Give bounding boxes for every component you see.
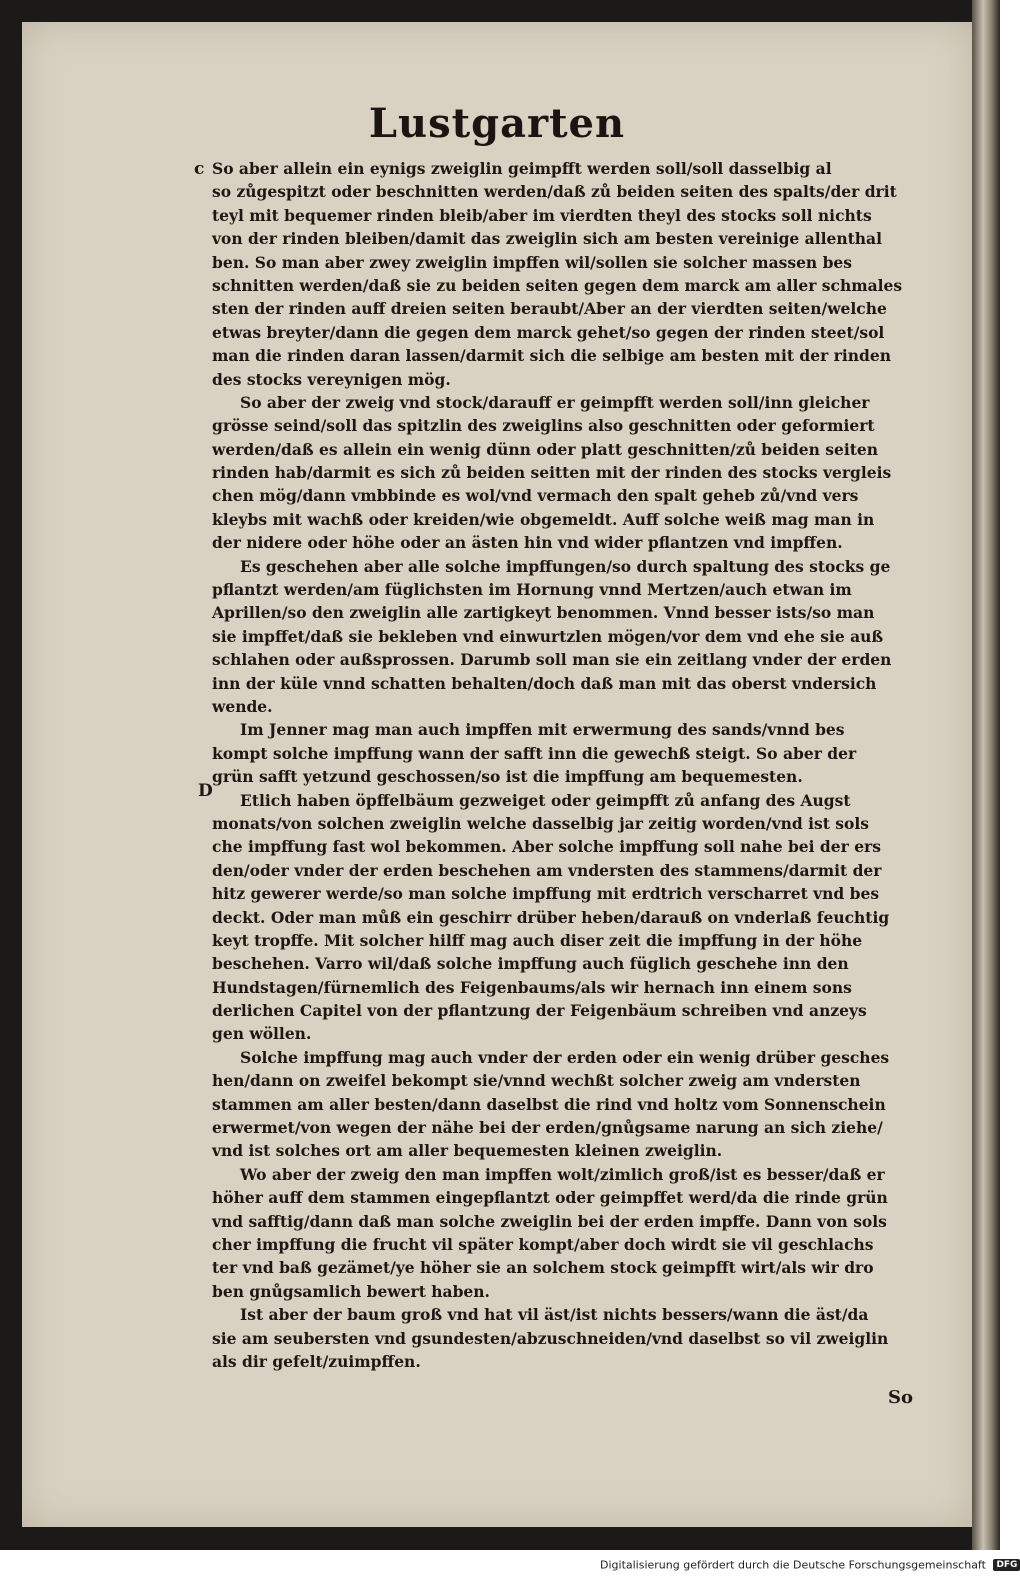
- text-line: kleybs mit wachß oder kreiden/wie obgemeldt. Auff solche weiß mag man in: [212, 509, 875, 529]
- text-line: als dir gefelt/zuimpffen.: [212, 1351, 421, 1371]
- text-line: che impffung fast wol bekommen. Aber solche impffung soll nahe bei der ers: [212, 837, 881, 857]
- text-line: höher auff dem stammen eingepflantzt oder geimpffet werd/da die rinde grün: [212, 1188, 888, 1208]
- page-title: Lustgarten: [368, 100, 626, 147]
- text-line: beschehen. Varro wil/daß solche impffung auch füglich geschehe inn den: [212, 954, 849, 974]
- text-line: Solche impffung mag auch vnder der erden oder ein wenig drüber gesches: [240, 1047, 890, 1067]
- book-page: [22, 22, 972, 1527]
- text-line: man die rinden daran lassen/darmit sich die selbige am besten mit der rinden: [212, 346, 891, 366]
- text-line: Im Jenner mag man auch impffen mit erwermung des sands/vnnd bes: [240, 720, 845, 740]
- text-line: hitz gewerer werde/so man solche impffung mit erdtrich verscharret vnd bes: [212, 884, 880, 904]
- text-line: ben. So man aber zwey zweiglin impffen wil/sollen sie solcher massen bes: [212, 252, 853, 272]
- text-line: So aber allein ein eynigs zweiglin geimpfft werden soll/soll dasselbig al: [212, 159, 832, 178]
- text-line: rinden hab/darmit es sich zů beiden seitten mit der rinden des stocks vergleis: [212, 463, 892, 483]
- text-line: hen/dann on zweifel bekompt sie/vnnd wechßt solcher zweig am vndersten: [212, 1071, 861, 1091]
- text-line: deckt. Oder man můß ein geschirr drüber heben/darauß on vnderlaß feuchtig: [212, 907, 890, 927]
- body-text: [212, 157, 932, 1373]
- margin-letter-d: D: [198, 781, 213, 801]
- text-line: kompt solche impffung wann der safft inn die gewechß steigt. So aber der: [212, 743, 857, 763]
- text-line: schlahen oder außsprossen. Darumb soll man sie ein zeitlang vnder der erden: [212, 650, 892, 670]
- text-line: inn der küle vnnd schatten behalten/doch daß man mit das oberst vndersich: [212, 673, 877, 693]
- text-line: ter vnd baß gezämet/ye höher sie an solchem stock geimpfft wirt/als wir dro: [212, 1258, 874, 1278]
- text-line: wende.: [212, 696, 273, 716]
- dfg-logo: DFG: [993, 1559, 1020, 1571]
- text-line: den/oder vnder der erden beschehen am vndersten des stammens/darmit der: [212, 860, 882, 880]
- text-line: Es geschehen aber alle solche impffungen/so durch spaltung des stocks ge: [240, 556, 891, 576]
- text-line: chen mög/dann vmbbinde es wol/vnd vermach den spalt geheb zů/vnd vers: [212, 486, 859, 506]
- text-line: vnd ist solches ort am aller bequemesten kleinen zweiglin.: [212, 1141, 723, 1161]
- text-line: der nidere oder höhe oder an ästen hin vnd wider pflantzen vnd impffen.: [212, 533, 843, 553]
- text-line: sie impffet/daß sie bekleben vnd einwurtzlen mögen/vor dem vnd ehe sie auß: [212, 626, 884, 646]
- text-line: teyl mit bequemer rinden bleib/aber im vierdten theyl des stocks soll nichts: [212, 205, 872, 225]
- text-line: von der rinden bleiben/damit das zweiglin sich am besten vereinige allenthal: [212, 229, 882, 249]
- text-line: so zůgespitzt oder beschnitten werden/daß zů beiden seiten des spalts/der drit: [212, 182, 897, 202]
- text-line: Hundstagen/fürnemlich des Feigenbaums/als wir hernach inn einem sons: [212, 977, 852, 997]
- text-line: So aber der zweig vnd stock/darauff er geimpfft werden soll/inn gleicher: [240, 392, 870, 412]
- text-line: stammen am aller besten/dann daselbst die rind vnd holtz vom Sonnenschein: [212, 1094, 886, 1114]
- text-line: ben gnůgsamlich bewert haben.: [212, 1281, 490, 1301]
- text-line: sie am seubersten vnd gsundesten/abzuschneiden/vnd daselbst so vil zweiglin: [212, 1328, 889, 1348]
- text-line: Ist aber der baum groß vnd hat vil äst/ist nichts bessers/wann die äst/da: [240, 1305, 869, 1325]
- text-line: Etlich haben öpffelbäum gezweiget oder geimpfft zů anfang des Augst: [240, 790, 851, 810]
- book-edge: [972, 0, 1000, 1550]
- text-line: gen wöllen.: [212, 1024, 312, 1044]
- text-line: vnd safftig/dann daß man solche zweiglin bei der erden impffe. Dann von sols: [212, 1211, 887, 1231]
- text-line: schnitten werden/daß sie zu beiden seiten gegen dem marck am aller schmales: [212, 275, 903, 295]
- text-line: grösse seind/soll das spitzlin des zweiglins also geschnitten oder geformiert: [212, 416, 875, 436]
- text-line: derlichen Capitel von der pflantzung der Feigenbäum schreiben vnd anzeys: [212, 1001, 867, 1021]
- text-line: werden/daß es allein ein wenig dünn oder platt geschnitten/zů beiden seiten: [212, 439, 879, 459]
- text-line: monats/von solchen zweiglin welche dasselbig jar zeitig worden/vnd ist sols: [212, 813, 869, 833]
- funding-note: Digitalisierung gefördert durch die Deutsche Forschungsgemeinschaft: [600, 1558, 986, 1572]
- text-line: cher impffung die frucht vil später kompt/aber doch wirdt sie vil geschlachs: [212, 1234, 874, 1254]
- text-line: Wo aber der zweig den man impffen wolt/zimlich groß/ist es besser/daß er: [240, 1164, 885, 1184]
- text-line: grün safft yetzund geschossen/so ist die impffung am bequemesten.: [212, 767, 803, 787]
- text-line: Aprillen/so den zweiglin alle zartigkeyt benommen. Vnnd besser ists/so man: [212, 603, 875, 623]
- text-line: erwermet/von wegen der nähe bei der erden/gnůgsame narung an sich ziehe/: [212, 1118, 883, 1138]
- text-line: pflantzt werden/am füglichsten im Hornung vnnd Mertzen/auch etwan im: [212, 580, 852, 600]
- catchword: So: [888, 1387, 914, 1408]
- text-line: des stocks vereynigen mög.: [212, 369, 451, 389]
- text-line: sten der rinden auff dreien seiten beraubt/Aber an der vierdten seiten/welche: [212, 299, 887, 319]
- text-line: etwas breyter/dann die gegen dem marck gehet/so gegen der rinden steet/sol: [212, 322, 885, 342]
- text-line: keyt tropffe. Mit solcher hilff mag auch diser zeit die impffung in der höhe: [212, 930, 863, 950]
- margin-letter-c: c: [194, 159, 205, 179]
- footer-credit: [600, 1558, 1018, 1576]
